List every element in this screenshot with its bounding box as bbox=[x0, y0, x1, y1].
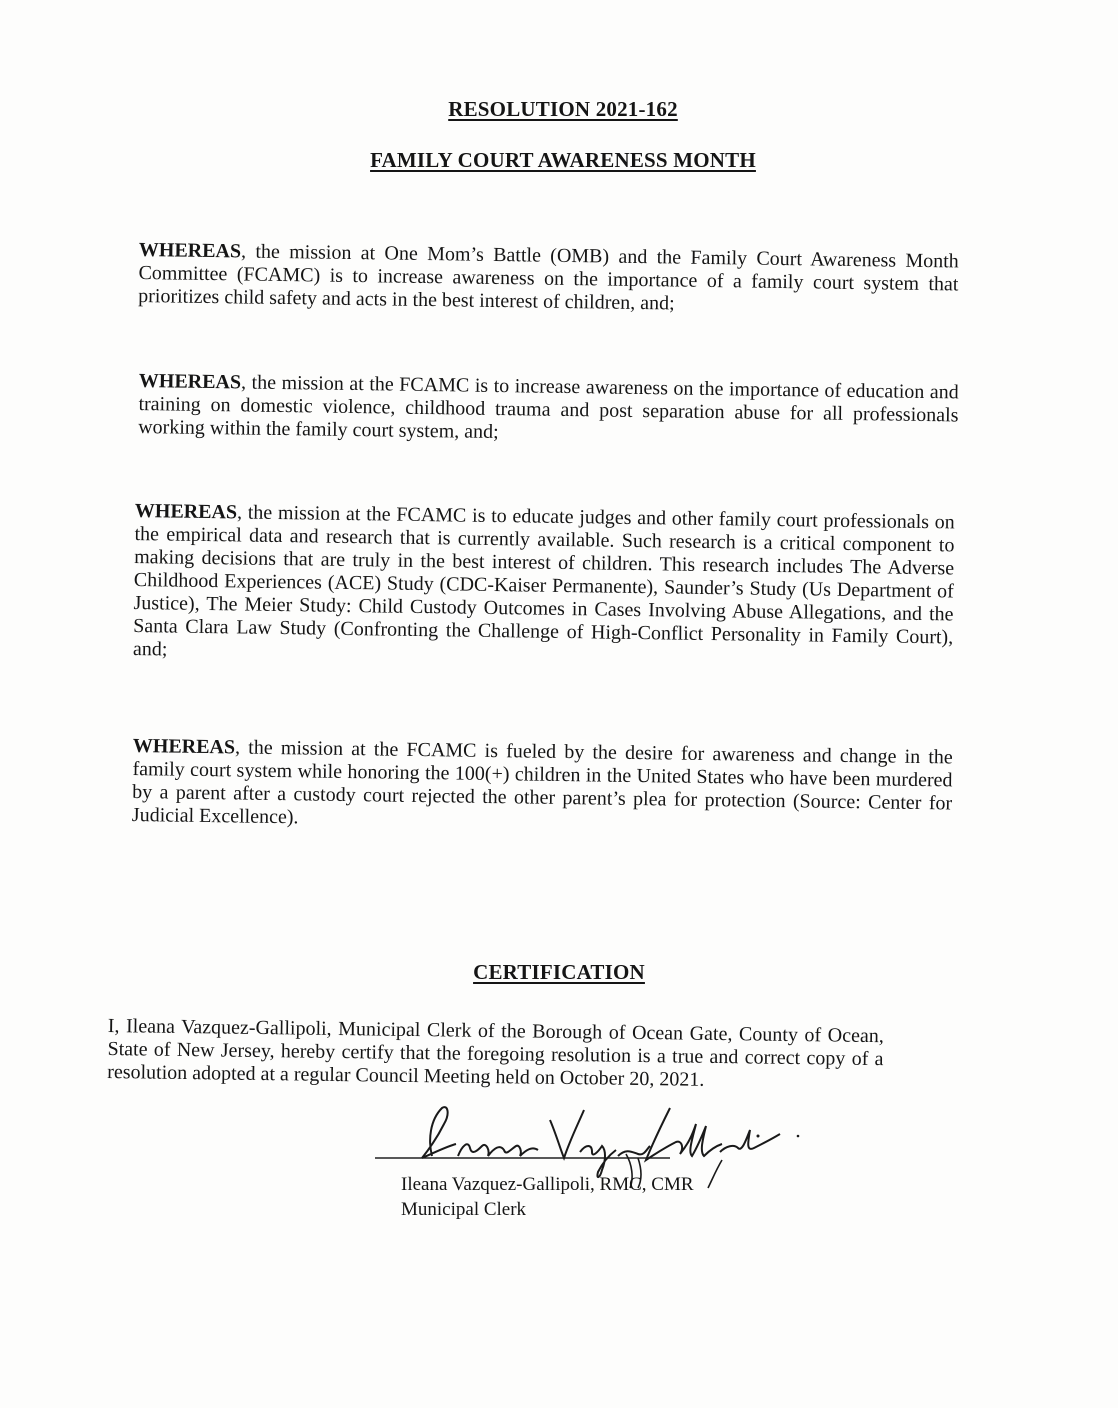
whereas-keyword: WHEREAS bbox=[138, 239, 242, 263]
resolution-title: RESOLUTION 2021-162 bbox=[448, 97, 678, 121]
signatory-name: Ileana Vazquez-Gallipoli, RMC, CMR bbox=[401, 1174, 694, 1195]
certification-text: I, Ileana Vazquez-Gallipoli, Municipal Clerk of the Borough of Ocean Gate, County of Ocean, State of New Jersey, hereby certify that the foregoing resolution is a true and correct copy of a resolution adopted at a regular Council Meeting held on October 20, 2021. bbox=[107, 1015, 884, 1091]
whereas-paragraph-1 bbox=[138, 239, 959, 319]
resolution-subtitle: FAMILY COURT AWARENESS MONTH bbox=[370, 148, 756, 172]
whereas-paragraph-3 bbox=[133, 500, 955, 672]
whereas-keyword: WHEREAS bbox=[134, 500, 238, 524]
whereas-keyword: WHEREAS bbox=[132, 735, 236, 759]
whereas-keyword: WHEREAS bbox=[138, 370, 242, 394]
whereas-text: , the mission at the FCAMC is to increase awareness on the importance of education and training on domestic violence, childhood trauma and post separation abuse for all professionals working within the family court system, and; bbox=[138, 371, 959, 444]
whereas-text: , the mission at One Mom’s Battle (OMB) and the Family Court Awareness Month Committee (FCAMC) is to increase awareness on the importance of a family court system that prioritizes child safety and acts in the best interest of children, and; bbox=[138, 240, 959, 315]
signature-block bbox=[370, 1100, 830, 1240]
whereas-paragraph-2 bbox=[138, 370, 959, 450]
whereas-text: , the mission at the FCAMC is to educate judges and other family court professionals on the empirical data and research that is currently available. Such research is a critical component to making decisions that are truly in the best interest of children. This research includes The Adverse Childhood Experiences (ACE) Study (CDC-Kaiser Permanente), Saunder’s Study (Us Department of Justice), The Meier Study: Child Custody Outcomes in Cases Involving Abuse Allegations, and the Santa Clara Law Study (Confronting the Challenge of High-Conflict Personality in Family Court), and; bbox=[132, 501, 955, 661]
signatory-title: Municipal Clerk bbox=[401, 1199, 527, 1220]
whereas-text: , the mission at the FCAMC is fueled by the desire for awareness and change in the family court system while honoring the 100(+) children in the United States who have been murdered by a parent after a custody court rejected the other parent’s plea for protection (Source: Center for Judicial Excellence). bbox=[131, 736, 953, 829]
certification-heading: CERTIFICATION bbox=[473, 960, 645, 984]
whereas-paragraph-4 bbox=[132, 735, 953, 838]
